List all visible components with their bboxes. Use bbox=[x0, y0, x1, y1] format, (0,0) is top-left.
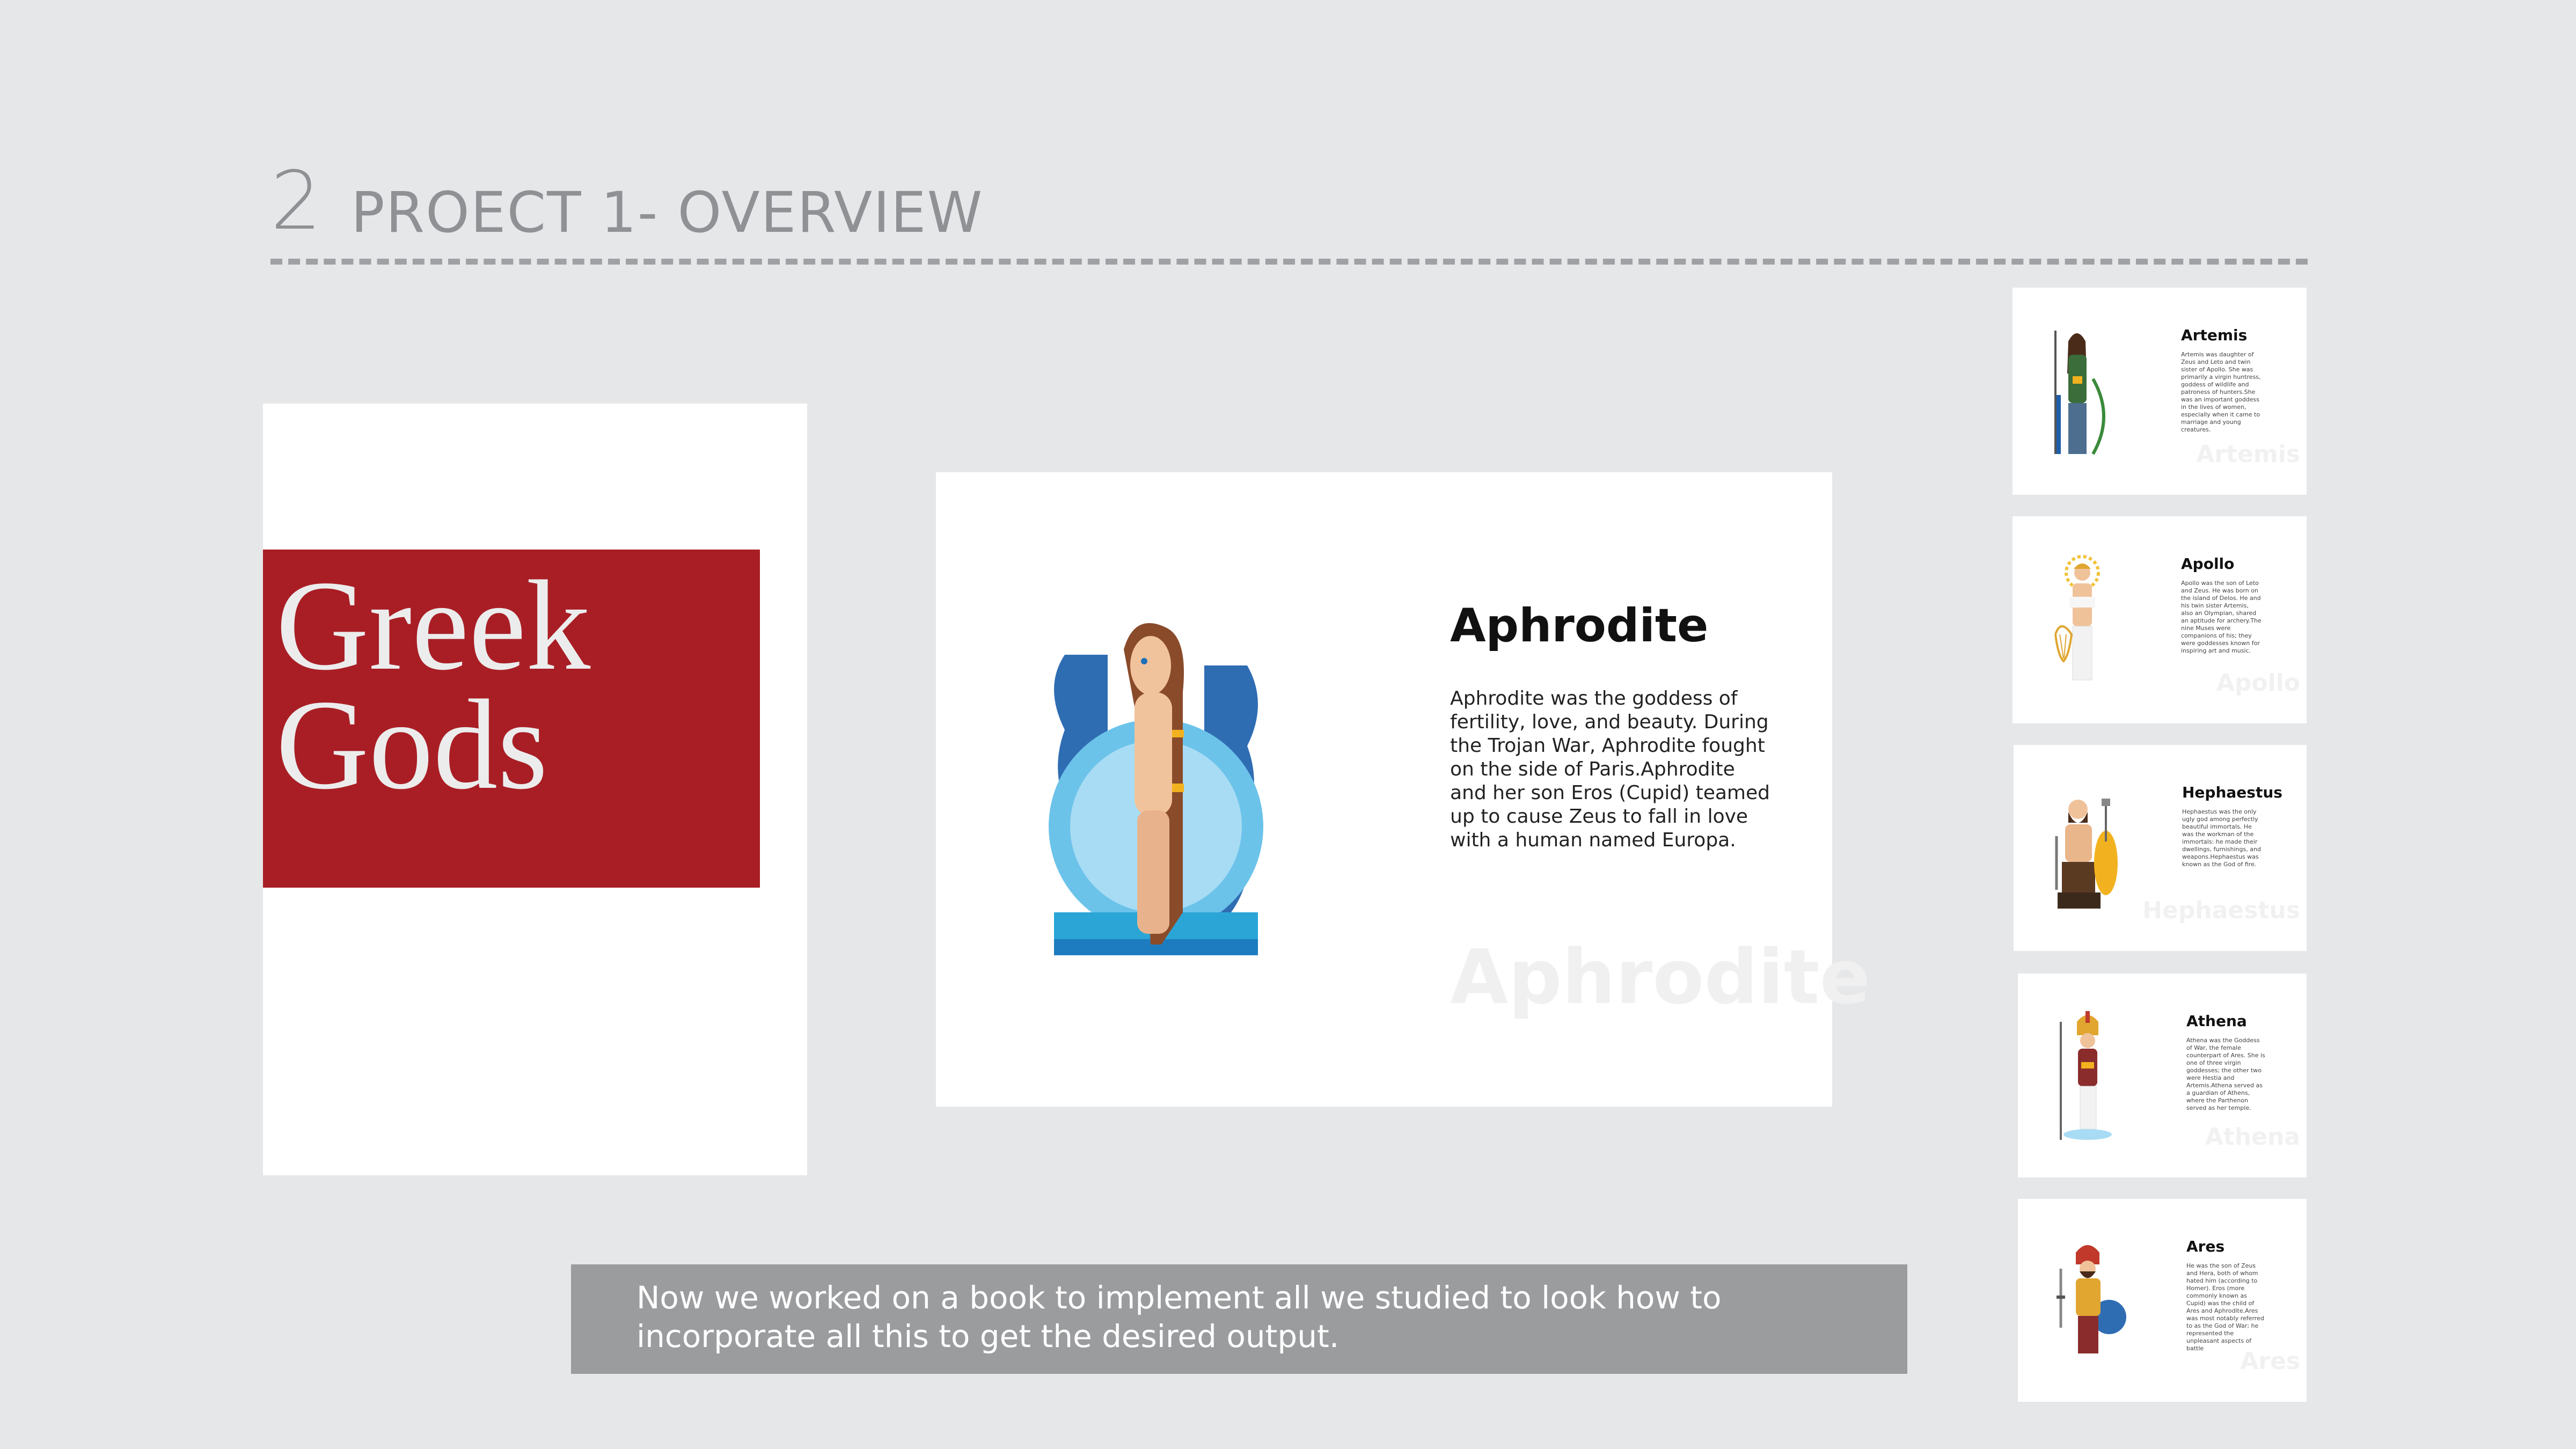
hephaestus-illustration bbox=[2046, 782, 2126, 917]
thumbnail-title: Athena bbox=[2186, 1012, 2247, 1030]
thumbnail-title: Ares bbox=[2186, 1238, 2225, 1255]
thumbnail-athena bbox=[2018, 974, 2307, 1177]
caption-box bbox=[571, 1264, 1907, 1374]
thumbnail-apollo bbox=[2012, 516, 2307, 723]
thumbnail-artemis bbox=[2012, 288, 2307, 495]
thumbnail-watermark: Hephaestus bbox=[2142, 897, 2300, 924]
thumbnail-title: Artemis bbox=[2181, 326, 2248, 344]
thumbnail-body: Athena was the Goddess of War, the female counterpart of Ares. She is one of three virgin goddesses; the other two were Hestia and Artemis.Athena served as a guardian of Athens, where the Parthenon served as her temple. bbox=[2186, 1037, 2265, 1111]
thumbnail-watermark: Athena bbox=[2205, 1123, 2300, 1151]
book-cover bbox=[263, 404, 807, 1175]
thumbnail-title: Hephaestus bbox=[2182, 784, 2282, 801]
slide-watermark: Aphrodite bbox=[1450, 934, 1871, 1021]
thumbnail-ares bbox=[2018, 1199, 2307, 1402]
ares-illustration bbox=[2050, 1236, 2131, 1371]
thumbnail-body: Hephaestus was the only ugly god among perfectly beautiful immortals. He was the workman of the immortals: he made their dwellings, furnishings, and weapons.Hephaestus was known as the God of fire. bbox=[2182, 808, 2261, 868]
apollo-illustration bbox=[2045, 554, 2125, 688]
thumbnail-body: Apollo was the son of Leto and Zeus. He was born on the island of Delos. He and his twin sister Artemis, also an Olympian, shared an aptitude for archery.The nine Muses were companions of his; they were goddesses known for inspiring art and music. bbox=[2181, 580, 2262, 654]
section-number: 2 bbox=[270, 155, 322, 248]
thumbnail-watermark: Ares bbox=[2240, 1348, 2300, 1375]
aphrodite-illustration bbox=[1043, 601, 1269, 977]
artemis-illustration bbox=[2045, 325, 2125, 459]
caption-text: Now we worked on a book to implement all we studied to look how to incorporate all this to get the desired output. bbox=[636, 1279, 1722, 1355]
cover-title: Greek Gods bbox=[276, 554, 591, 816]
main-slide bbox=[936, 472, 1871, 1107]
thumbnail-watermark: Artemis bbox=[2196, 441, 2300, 468]
thumbnail-title: Apollo bbox=[2181, 555, 2235, 573]
thumbnail-body: He was the son of Zeus and Hera, both of whom hated him (according to Homer). Eros (more commonly known as Cupid) was the child of Ares and Aphrodite.Ares was most notably referred to as the God of War; he represented the unpleasant aspects of battle bbox=[2186, 1262, 2264, 1352]
dashed-divider bbox=[270, 259, 2308, 265]
slide-body: Aphrodite was the goddess of fertility, love, and beauty. During the Trojan War, Aphrodite fought on the side of Paris.Aphrodite and her son Eros (Cupid) teamed up to cause Zeus to fall in love with a human named Europa. bbox=[1450, 687, 1770, 851]
slide-title: Aphrodite bbox=[1450, 599, 1709, 653]
athena-illustration bbox=[2050, 1011, 2131, 1145]
thumbnail-watermark: Apollo bbox=[2216, 669, 2300, 697]
section-title: PROECT 1- OVERVIEW bbox=[351, 180, 984, 245]
thumbnail-body: Artemis was daughter of Zeus and Leto and twin sister of Apollo. She was primarily a virgin huntress, goddess of wildlife and patroness of hunters.She was an important goddess in the lives of women, especially when it came to marriage and young creatures. bbox=[2181, 351, 2261, 433]
cover-title-band bbox=[263, 550, 760, 888]
thumbnail-hephaestus bbox=[2014, 745, 2307, 951]
